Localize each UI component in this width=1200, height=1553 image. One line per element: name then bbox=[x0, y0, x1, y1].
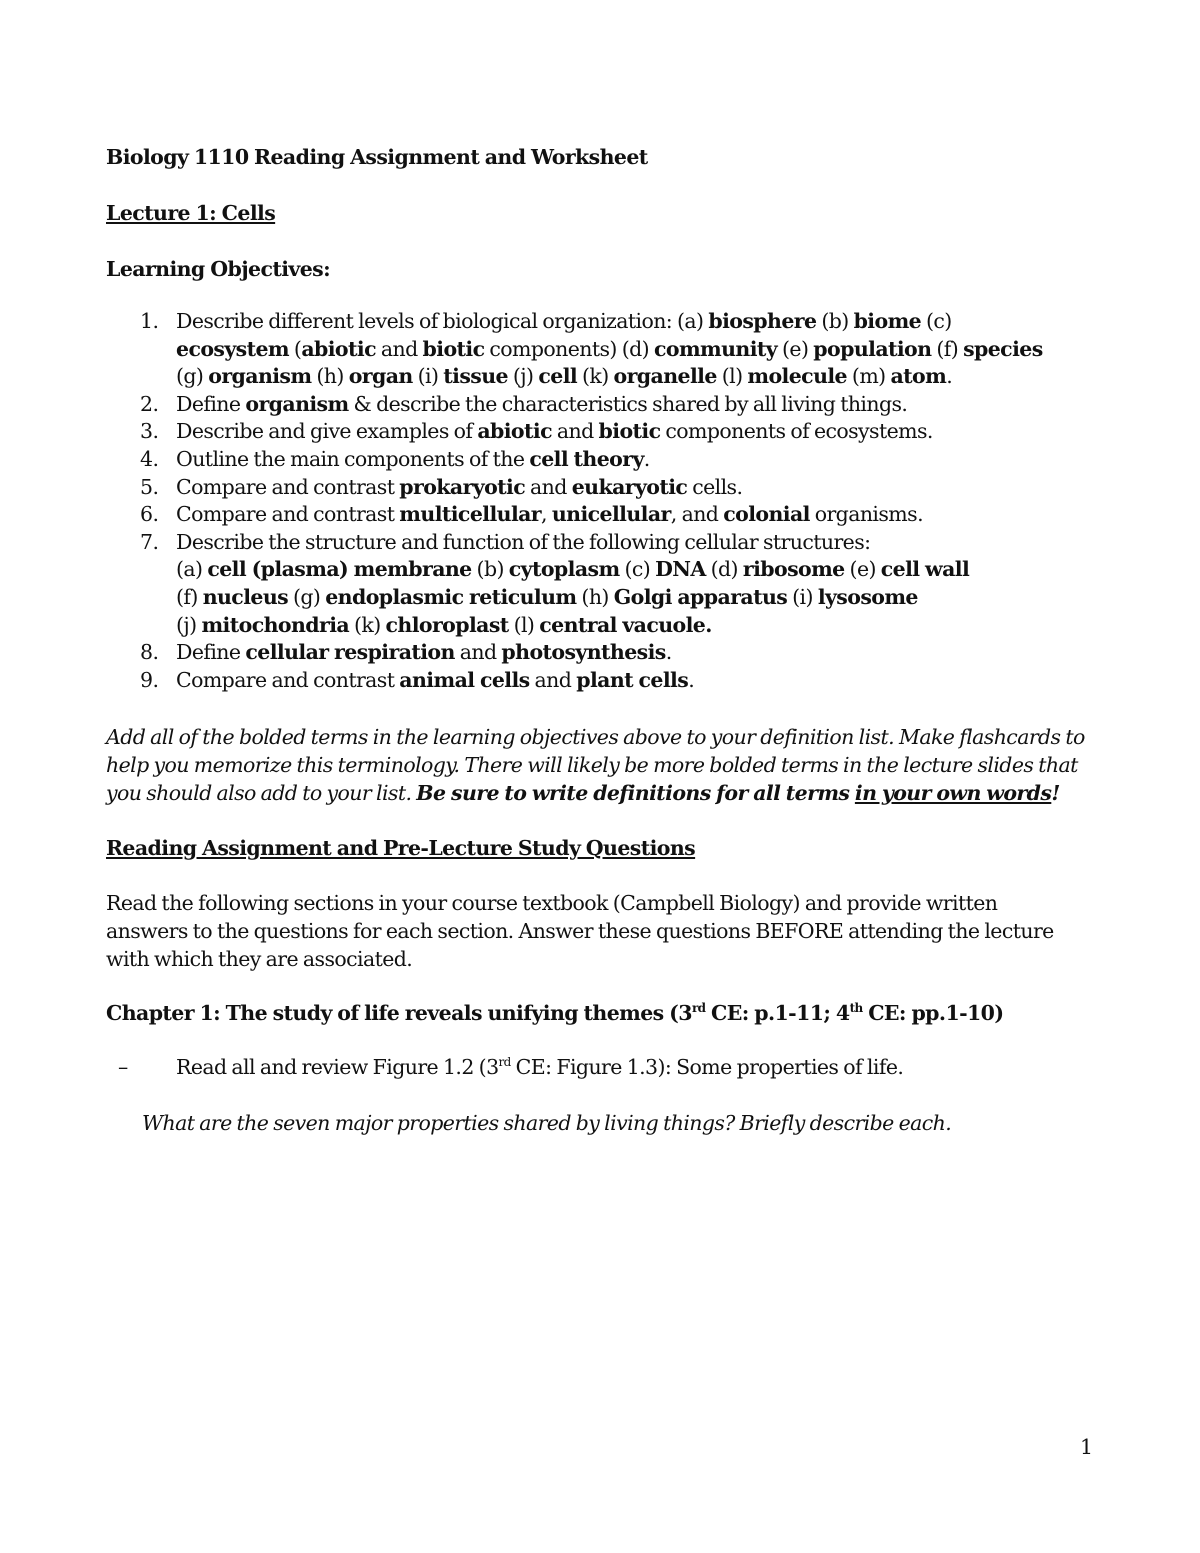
bold-term: eukaryotic bbox=[571, 474, 688, 499]
objective-line bbox=[176, 446, 1043, 474]
objective-line bbox=[176, 474, 1043, 502]
text-run: (j) bbox=[176, 612, 202, 637]
text-run: cells. bbox=[687, 474, 743, 499]
instructions-line bbox=[106, 751, 1085, 779]
objective-item bbox=[106, 391, 1043, 419]
chapter1-heading bbox=[106, 999, 1003, 1027]
text-run: Describe and give examples of bbox=[176, 419, 478, 444]
bold-term: abiotic bbox=[301, 336, 376, 361]
objective-item bbox=[106, 474, 1043, 502]
text-run: (e) bbox=[844, 557, 881, 582]
bold-term: organism bbox=[245, 391, 349, 416]
bold-term: community bbox=[653, 336, 778, 361]
bold-term: organism bbox=[208, 364, 312, 389]
text-run: (h) bbox=[311, 364, 349, 389]
bold-term: in your own words bbox=[854, 781, 1052, 805]
objective-line bbox=[176, 639, 1043, 667]
objective-item bbox=[106, 418, 1043, 446]
objective-number: 9. bbox=[140, 667, 159, 692]
text-run: , and bbox=[670, 502, 724, 527]
bold-term: colonial bbox=[723, 502, 810, 527]
text-run: (k) bbox=[577, 364, 614, 389]
bold-term: atom bbox=[890, 364, 947, 389]
text-run: (a) bbox=[176, 557, 208, 582]
bold-term: mitochondria bbox=[201, 612, 350, 637]
text-run: Describe the structure and function of the following cellular structures: bbox=[176, 529, 871, 554]
text-run: you should also add to your list. bbox=[106, 781, 417, 805]
text-run: (c) bbox=[921, 309, 952, 333]
bold-term: nucleus bbox=[202, 584, 289, 609]
text-run: Add all of the bolded terms in the learning objectives above to your definition list. Make flashcards to bbox=[106, 725, 1085, 749]
reading-intro-line: with which they are associated. bbox=[106, 947, 413, 971]
objective-line bbox=[176, 391, 1043, 419]
objective-item bbox=[106, 308, 1043, 391]
reading-heading: Reading Assignment and Pre-Lecture Study Questions bbox=[106, 836, 696, 860]
objective-line bbox=[176, 584, 1043, 612]
chapter1-question: What are the seven major properties shared by living things? Briefly describe each. bbox=[142, 1111, 952, 1135]
objective-number: 7. bbox=[140, 529, 159, 554]
objective-line bbox=[176, 308, 1043, 336]
text-run: and bbox=[454, 640, 502, 665]
bold-term: biosphere bbox=[708, 309, 817, 333]
text-run: (f) bbox=[176, 584, 203, 609]
bold-term: ribosome bbox=[742, 557, 845, 582]
bold-term: species bbox=[963, 336, 1043, 361]
bold-term: biotic bbox=[598, 419, 661, 444]
objective-number: 1. bbox=[140, 309, 159, 333]
text-run: Outline the main components of the bbox=[176, 446, 530, 471]
text-run: . bbox=[688, 667, 695, 692]
text-run: (i) bbox=[787, 584, 818, 609]
bold-term: abiotic bbox=[477, 419, 552, 444]
text-run: and bbox=[551, 419, 599, 444]
bold-term: cell wall bbox=[880, 557, 970, 582]
objective-line bbox=[176, 667, 1043, 695]
bold-term: chloroplast bbox=[385, 612, 509, 637]
instructions-paragraph bbox=[106, 723, 1085, 807]
bold-term: organelle bbox=[613, 364, 717, 389]
objectives-heading: Learning Objectives: bbox=[106, 257, 331, 281]
text-run: (l) bbox=[716, 364, 748, 389]
bold-term: Golgi apparatus bbox=[613, 584, 788, 609]
text-run: Describe different levels of biological organization: (a) bbox=[176, 309, 709, 333]
text-run: (i) bbox=[412, 364, 444, 389]
text-run: (b) bbox=[816, 309, 854, 333]
text-run: (g) bbox=[176, 364, 209, 389]
text-run: and bbox=[529, 667, 577, 692]
objective-line bbox=[176, 363, 1043, 391]
text-run: (j) bbox=[507, 364, 539, 389]
lecture-heading: Lecture 1: Cells bbox=[106, 201, 276, 225]
text-run: organisms. bbox=[809, 502, 923, 527]
text-run: . bbox=[665, 640, 672, 665]
text-run: and bbox=[525, 474, 572, 499]
chapter1-edition-superscript: th bbox=[849, 1001, 863, 1015]
objective-item bbox=[106, 446, 1043, 474]
text-run: (d) bbox=[705, 557, 743, 582]
bold-term: endoplasmic reticulum bbox=[325, 584, 577, 609]
objective-item bbox=[106, 501, 1043, 529]
objective-number: 5. bbox=[140, 474, 159, 499]
objective-number: 4. bbox=[140, 446, 159, 471]
bold-term: cytoplasm bbox=[508, 557, 620, 582]
page-number: 1 bbox=[1080, 1435, 1094, 1459]
bold-term: population bbox=[813, 336, 932, 361]
bold-term: multicellular bbox=[399, 502, 542, 527]
text-run: & describe the characteristics shared by all living things. bbox=[348, 391, 908, 416]
bold-term: animal cells bbox=[399, 667, 530, 692]
reading-intro-paragraph bbox=[106, 889, 1054, 973]
objective-line bbox=[176, 418, 1043, 446]
chapter1-edition-superscript: rd bbox=[691, 1001, 706, 1015]
text-run: (l) bbox=[508, 612, 540, 637]
dash-bullet: – bbox=[118, 1055, 128, 1079]
bold-term: organ bbox=[348, 364, 413, 389]
text-run: help you memorize this terminology. There will likely be more bolded terms in the lecture slides that bbox=[106, 753, 1078, 777]
bold-term: prokaryotic bbox=[399, 474, 526, 499]
document-title: Biology 1110 Reading Assignment and Worksheet bbox=[106, 145, 648, 169]
learning-objectives-list bbox=[106, 308, 1043, 694]
reading-intro-line: Read the following sections in your course textbook (Campbell Biology) and provide written bbox=[106, 891, 998, 915]
instructions-line bbox=[106, 723, 1085, 751]
bold-term: molecule bbox=[747, 364, 848, 389]
objective-item bbox=[106, 639, 1043, 667]
text-run: (c) bbox=[619, 557, 656, 582]
reading-item-text: CE: Figure 1.3): Some properties of life. bbox=[510, 1055, 904, 1079]
text-run: Compare and contrast bbox=[176, 667, 400, 692]
chapter1-heading-text: CE: pp.1-10) bbox=[862, 1001, 1004, 1025]
objective-line bbox=[176, 501, 1043, 529]
objective-number: 8. bbox=[140, 640, 159, 665]
bold-term: DNA bbox=[655, 557, 706, 582]
reading-item-text: Read all and review Figure 1.2 (3 bbox=[176, 1055, 499, 1079]
bold-term: cell theory bbox=[529, 446, 644, 471]
objective-item bbox=[106, 667, 1043, 695]
bold-term: ecosystem bbox=[176, 336, 289, 361]
bold-term: biome bbox=[853, 309, 922, 333]
text-run: ( bbox=[289, 336, 302, 361]
text-run: (b) bbox=[471, 557, 509, 582]
text-run: (k) bbox=[349, 612, 386, 637]
text-run: , bbox=[541, 502, 552, 527]
bold-term: photosynthesis bbox=[501, 640, 666, 665]
bold-term: biotic bbox=[422, 336, 485, 361]
text-run: (h) bbox=[576, 584, 614, 609]
reading-intro-line: answers to the questions for each section. Answer these questions BEFORE attending the lecture bbox=[106, 919, 1054, 943]
text-run: Compare and contrast bbox=[176, 502, 400, 527]
objective-item bbox=[106, 529, 1043, 639]
bold-term: central vacuole. bbox=[539, 612, 712, 637]
objective-number: 2. bbox=[140, 391, 159, 416]
objective-line bbox=[176, 336, 1043, 364]
bold-term: tissue bbox=[443, 364, 508, 389]
bold-term: cell (plasma) membrane bbox=[207, 557, 472, 582]
text-run: (e) bbox=[777, 336, 814, 361]
text-run: Define bbox=[176, 640, 246, 665]
bold-term: unicellular bbox=[551, 502, 671, 527]
text-run: . bbox=[946, 364, 953, 389]
bold-term: Be sure to write definitions for all terms bbox=[416, 781, 855, 805]
objective-line bbox=[176, 612, 1043, 640]
objective-line bbox=[176, 529, 1043, 557]
chapter1-heading-text: CE: p.1-11; 4 bbox=[705, 1001, 850, 1025]
text-run: (m) bbox=[847, 364, 891, 389]
text-run: Define bbox=[176, 391, 246, 416]
text-run: . bbox=[643, 446, 650, 471]
objective-line bbox=[176, 556, 1043, 584]
text-run: (g) bbox=[288, 584, 326, 609]
text-run: components) (d) bbox=[484, 336, 654, 361]
text-run: components of ecosystems. bbox=[660, 419, 933, 444]
text-run: and bbox=[375, 336, 423, 361]
objective-number: 3. bbox=[140, 419, 159, 444]
bold-term: plant cells bbox=[576, 667, 689, 692]
bold-term: cell bbox=[538, 364, 578, 389]
chapter1-heading-text: Chapter 1: The study of life reveals unifying themes (3 bbox=[106, 1001, 692, 1025]
text-run: (f) bbox=[931, 336, 964, 361]
text-run: Compare and contrast bbox=[176, 474, 400, 499]
chapter1-reading-item bbox=[106, 1053, 903, 1081]
instructions-line bbox=[106, 779, 1085, 807]
bold-term: cellular respiration bbox=[245, 640, 455, 665]
bold-term: ! bbox=[1051, 781, 1060, 805]
edition-superscript: rd bbox=[498, 1055, 511, 1069]
objective-number: 6. bbox=[140, 502, 159, 527]
bold-term: lysosome bbox=[817, 584, 918, 609]
